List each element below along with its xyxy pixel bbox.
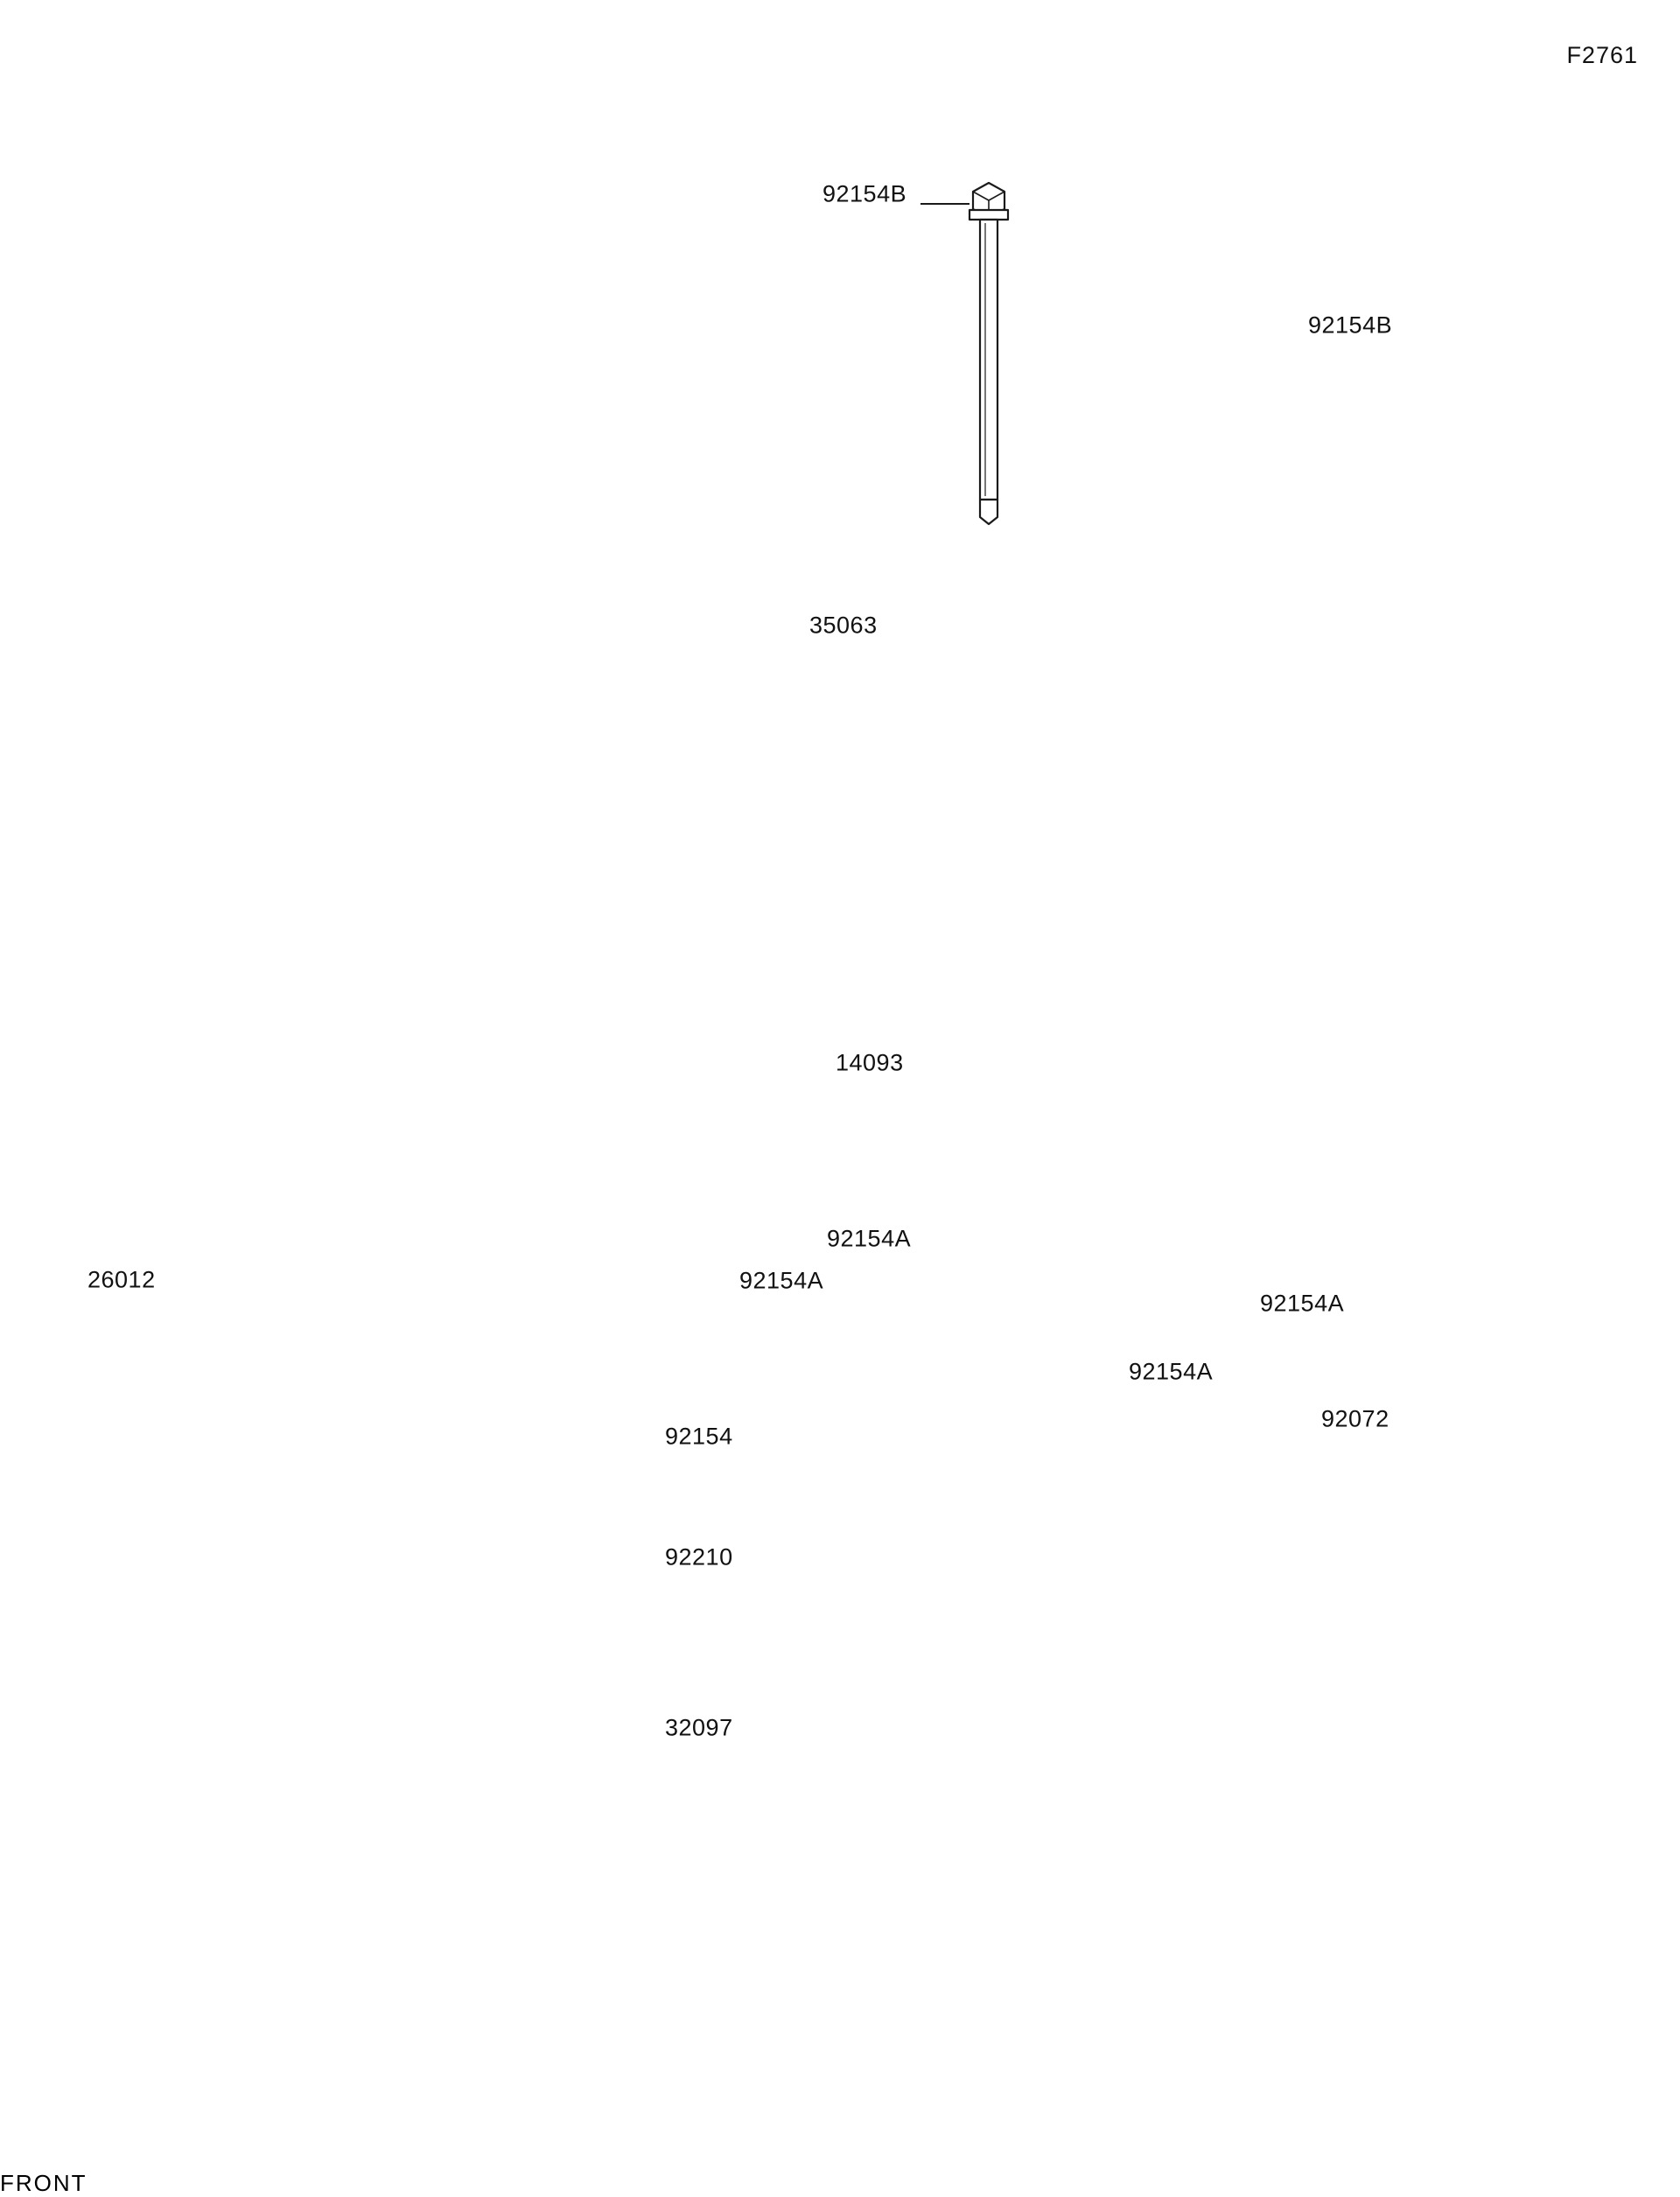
part-label-92154B-right: 92154B xyxy=(1308,311,1393,339)
part-label-35063: 35063 xyxy=(809,612,878,639)
sheet-code: F2761 xyxy=(1566,42,1638,68)
front-orientation-marker xyxy=(0,2170,88,2196)
part-label-92072: 92072 xyxy=(1321,1405,1390,1432)
front-marker-text: FRONT xyxy=(0,2170,88,2196)
part-label-32097: 32097 xyxy=(665,1714,733,1741)
part-label-92154B-left: 92154B xyxy=(822,180,907,207)
part-label-26012: 26012 xyxy=(88,1266,156,1293)
part-label-92154A-left: 92154A xyxy=(739,1267,824,1294)
part-label-92154A-top: 92154A xyxy=(827,1225,912,1252)
part-label-92154: 92154 xyxy=(665,1423,733,1450)
part-bolt-long-left xyxy=(920,183,1008,524)
part-label-14093: 14093 xyxy=(836,1049,904,1076)
part-label-92210: 92210 xyxy=(665,1543,733,1571)
part-label-92154A-lower: 92154A xyxy=(1129,1358,1214,1385)
part-label-92154A-right: 92154A xyxy=(1260,1290,1345,1317)
